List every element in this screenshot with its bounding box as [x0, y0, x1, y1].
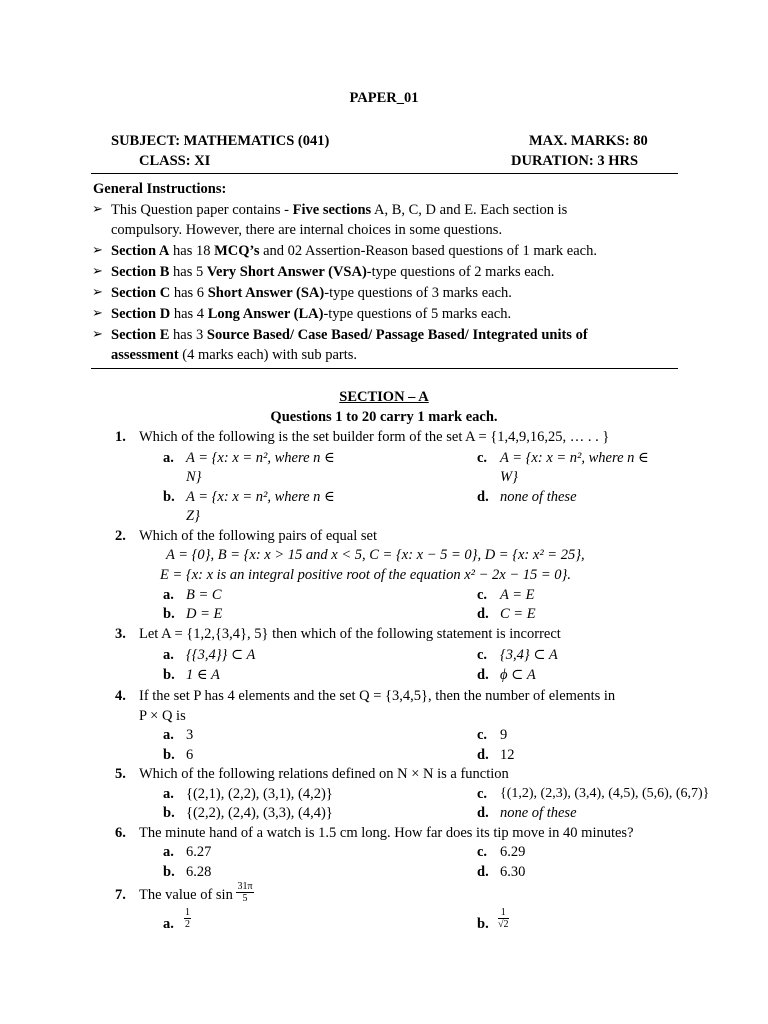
option-letter: c. — [477, 786, 488, 802]
option-fraction: $\frac{1}{2}$ — [185, 907, 190, 930]
option-text: {(2,2), (2,4), (3,3), (4,4)} — [186, 805, 333, 821]
section-subtitle: Questions 1 to 20 carry 1 mark each. — [270, 409, 498, 425]
option-text: 1 ∈ A — [186, 667, 220, 683]
option-text: A = {x: x = n², where n ∈ — [500, 450, 649, 466]
option-letter: d. — [477, 667, 489, 683]
option-text: N} — [186, 469, 202, 485]
question-text: Let A = {1,2,{3,4}, 5} then which of the following statement is incorrect — [139, 626, 561, 642]
option-letter: c. — [477, 450, 488, 466]
question-number: 2. — [115, 528, 126, 544]
instructions-heading: General Instructions: — [93, 181, 227, 197]
question-text: Which of the following relations defined on N × N is a function — [139, 766, 509, 782]
option-letter: a. — [163, 647, 174, 663]
option-text: none of these — [500, 489, 577, 505]
option-letter: d. — [477, 489, 489, 505]
question-text: The value of sin $\frac{31\pi}{5}$ — [139, 881, 253, 905]
question-text: A = {0}, B = {x: x > 15 and x < 5, C = {x: x − 5 = 0}, D = {x: x² = 25}, — [166, 547, 585, 563]
arrow-bullet-icon: ➢ — [92, 306, 103, 321]
option-letter: b. — [163, 747, 175, 763]
option-text: B = C — [186, 587, 222, 603]
option-letter: c. — [477, 844, 488, 860]
question-text: Which of the following pairs of equal set — [139, 528, 377, 544]
option-text: ϕ ⊂ A — [500, 667, 536, 683]
option-text: C = E — [500, 606, 536, 622]
option-text: 6.30 — [500, 864, 526, 880]
question-number: 4. — [115, 688, 126, 704]
question-number: 1. — [115, 429, 126, 445]
option-text: 3 — [186, 727, 194, 743]
option-letter: b. — [163, 667, 175, 683]
option-text: 6.27 — [186, 844, 212, 860]
instruction-item: ➢ Section C has 6 Short Answer (SA)-type questions of 3 marks each. — [92, 285, 512, 301]
question-number: 6. — [115, 825, 126, 841]
option-letter: d. — [477, 805, 489, 821]
question-text: E = {x: x is an integral positive root of the equation x² − 2x − 15 = 0}. — [160, 567, 571, 583]
duration-label: DURATION: 3 HRS — [511, 153, 639, 169]
option-letter: a. — [163, 786, 174, 802]
option-text: A = E — [500, 587, 535, 603]
option-text: 9 — [500, 727, 508, 743]
option-letter: d. — [477, 606, 489, 622]
option-fraction: $\frac{1}{√2}$ — [498, 907, 509, 930]
option-letter: b. — [163, 864, 175, 880]
option-letter: b. — [163, 805, 175, 821]
fraction: $\frac{31\pi}{5}$ — [237, 881, 253, 905]
option-text: 6.29 — [500, 844, 526, 860]
question-text: The minute hand of a watch is 1.5 cm long. How far does its tip move in 40 minutes? — [139, 825, 634, 841]
option-letter: b. — [163, 606, 175, 622]
instructions-divider — [91, 368, 678, 369]
arrow-bullet-icon: ➢ — [92, 202, 103, 217]
arrow-bullet-icon: ➢ — [92, 243, 103, 258]
option-text: 6.28 — [186, 864, 212, 880]
instruction-item: ➢ Section B has 5 Very Short Answer (VSA)-type questions of 2 marks each. — [92, 264, 555, 280]
option-letter: b. — [477, 916, 489, 932]
option-letter: a. — [163, 916, 174, 932]
question-number: 7. — [115, 887, 126, 903]
max-marks-label: MAX. MARKS: 80 — [529, 133, 648, 149]
question-text: If the set P has 4 elements and the set Q = {3,4,5}, then the number of elements in — [139, 688, 616, 704]
option-text: A = {x: x = n², where n ∈ — [186, 450, 335, 466]
option-letter: c. — [477, 727, 488, 743]
instruction-item: ➢ This Question paper contains - Five sections A, B, C, D and E. Each section is compulsory. However, there are internal choices in some questions. — [92, 202, 568, 238]
arrow-bullet-icon: ➢ — [92, 285, 103, 300]
paper-title: PAPER_01 — [349, 90, 419, 106]
arrow-bullet-icon: ➢ — [92, 327, 103, 342]
option-letter: a. — [163, 450, 174, 466]
option-letter: d. — [477, 864, 489, 880]
instruction-item: ➢ Section E has 3 Source Based/ Case Based/ Passage Based/ Integrated units of assessment (4 marks each) with sub parts. — [92, 327, 588, 363]
instruction-item: ➢ Section D has 4 Long Answer (LA)-type questions of 5 marks each. — [92, 306, 512, 322]
instructions-list — [92, 200, 682, 365]
option-text: 6 — [186, 747, 194, 763]
option-letter: a. — [163, 587, 174, 603]
option-letter: a. — [163, 727, 174, 743]
option-text: 12 — [500, 747, 515, 763]
option-text: {(2,1), (2,2), (3,1), (4,2)} — [186, 786, 333, 802]
subject-label: SUBJECT: MATHEMATICS (041) — [111, 133, 330, 149]
option-text: Z} — [186, 508, 200, 524]
arrow-bullet-icon: ➢ — [92, 264, 103, 279]
option-text: A = {x: x = n², where n ∈ — [186, 489, 335, 505]
question-number: 5. — [115, 766, 126, 782]
option-letter: d. — [477, 747, 489, 763]
option-letter: a. — [163, 844, 174, 860]
option-text: none of these — [500, 805, 577, 821]
header-divider — [91, 173, 678, 174]
option-text: W} — [500, 469, 518, 485]
option-text: {{3,4}} ⊂ A — [186, 647, 256, 663]
question-text: P × Q is — [139, 708, 186, 724]
option-text: D = E — [186, 606, 223, 622]
option-letter: c. — [477, 587, 488, 603]
instruction-item: ➢ Section A has 18 MCQ’s and 02 Assertion-Reason based questions of 1 mark each. — [92, 243, 597, 259]
option-letter: c. — [477, 647, 488, 663]
class-label: CLASS: XI — [139, 153, 211, 169]
option-text: {(1,2), (2,3), (3,4), (4,5), (5,6), (6,7)} — [500, 786, 710, 801]
question-text: Which of the following is the set builder form of the set A = {1,4,9,16,25, … . . } — [139, 429, 610, 445]
section-title: SECTION – A — [339, 389, 429, 405]
option-letter: b. — [163, 489, 175, 505]
option-text: {3,4} ⊂ A — [500, 647, 558, 663]
question-number: 3. — [115, 626, 126, 642]
